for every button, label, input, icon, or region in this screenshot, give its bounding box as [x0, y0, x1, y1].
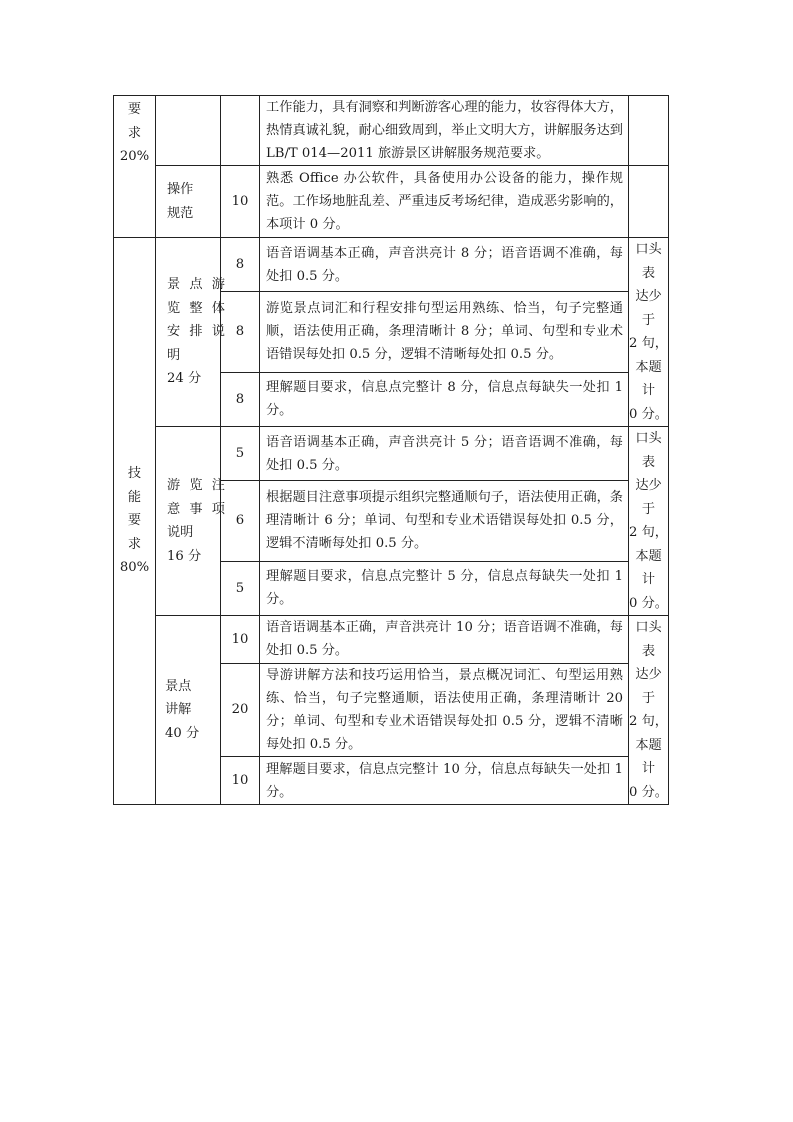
subitem-line: 16 分 — [167, 548, 202, 564]
category-line: 80% — [119, 560, 150, 576]
criteria-cell: 工作能力，具有洞察和判断游客心理的能力，妆容得体大方，热情真诚礼貌，耐心细致周到，举止文明大方，讲解服务达到 LB/T 014—2011 旅游景区讲解服务规范要求。 — [260, 96, 629, 166]
subitem-cell — [156, 96, 221, 166]
category-line: 要 — [127, 102, 142, 117]
subitem-cell — [156, 427, 225, 616]
subitem-line: 规范 — [167, 205, 194, 221]
subitem-line: 操作 — [167, 182, 194, 197]
subitem-line: 说明 — [167, 525, 194, 540]
score-cell: 8 — [221, 372, 260, 426]
criteria-cell: 熟悉 Office 办公软件，具备使用办公设备的能力，操作规范。工作场地脏乱差、严重违反考场纪律，造成恶劣影响的，本项计 0 分。 — [260, 166, 629, 238]
note-line: 0 分。 — [629, 406, 668, 422]
score-cell: 10 — [221, 757, 260, 805]
criteria-cell: 理解题目要求，信息点完整计 8 分，信息点每缺失一处扣 1 分。 — [260, 372, 629, 426]
category-cell — [114, 238, 156, 805]
table-row — [114, 166, 669, 238]
note-line: 达少于 — [635, 667, 662, 706]
scoring-table — [113, 95, 669, 805]
category-line: 20% — [119, 149, 150, 164]
criteria-cell: 理解题目要求，信息点完整计 10 分，信息点每缺失一处扣 1 分。 — [260, 757, 629, 805]
subitem-line: 24 分 — [167, 371, 202, 387]
criteria-cell: 导游讲解方法和技巧运用恰当，景点概况词汇、句型运用熟练、恰当，句子完整通顺，语法使用正确，条理清晰计 20 分；单词、句型和专业术语错误每处扣 0.5 分，逻辑不清晰每处扣 0.5 分。 — [260, 663, 629, 757]
subitem-cell — [156, 238, 225, 427]
note-line: 本题计 — [635, 359, 662, 398]
score-cell: 5 — [221, 561, 260, 615]
category-line: 求 — [127, 125, 142, 141]
score-cell: 8 — [221, 238, 260, 292]
table-row — [114, 427, 669, 481]
criteria-cell: 游览景点词汇和行程安排句型运用熟练、恰当，句子完整通顺，语法使用正确，条理清晰计 8 分；单词、句型和专业术语错误每处扣 0.5 分，逻辑不清晰每处扣 0.5 分。 — [260, 292, 629, 373]
score-cell: 8 — [221, 292, 260, 373]
note-cell — [629, 427, 669, 616]
criteria-cell: 根据题目注意事项提示组织完整通顺句子，语法使用正确，条理清晰计 6 分；单词、句型和专业术语错误每处扣 0.5 分，逻辑不清晰每处扣 0.5 分。 — [260, 481, 629, 562]
note-line: 口头表 — [635, 620, 662, 659]
subitem-line: 40 分 — [165, 725, 200, 741]
note-cell — [629, 616, 669, 805]
note-line: 本题计 — [635, 548, 662, 587]
score-cell: 10 — [221, 166, 260, 238]
table-row — [114, 238, 669, 292]
subitem-line: 意事项 — [167, 501, 225, 517]
category-line: 要 — [127, 513, 142, 529]
note-line: 达少于 — [635, 289, 662, 328]
category-line: 求 — [127, 536, 142, 552]
criteria-cell: 语音语调基本正确，声音洪亮计 8 分；语音语调不准确，每处扣 0.5 分。 — [260, 238, 629, 292]
note-cell — [629, 238, 669, 427]
note-line: 达少于 — [635, 478, 662, 517]
note-line: 口头表 — [635, 431, 662, 470]
category-cell — [114, 96, 156, 238]
score-cell: 20 — [221, 663, 260, 757]
note-line: 2 句， — [629, 336, 668, 351]
table-row — [114, 616, 669, 664]
subitem-line: 讲解 — [165, 702, 192, 718]
note-line: 本题计 — [635, 737, 662, 776]
score-cell: 6 — [221, 481, 260, 562]
criteria-cell: 语音语调基本正确，声音洪亮计 10 分；语音语调不准确，每处扣 0.5 分。 — [260, 616, 629, 664]
category-line: 技 — [127, 466, 142, 482]
subitem-line: 景点 — [165, 678, 192, 694]
subitem-line: 览整体 — [167, 300, 225, 316]
score-cell — [221, 96, 260, 166]
note-line: 2 句， — [629, 714, 668, 729]
note-line: 2 句， — [629, 525, 668, 540]
note-line: 0 分。 — [629, 784, 668, 800]
subitem-line: 游览注 — [167, 478, 225, 493]
subitem-line: 明 — [167, 347, 181, 363]
note-cell — [629, 96, 669, 166]
score-cell: 5 — [221, 427, 260, 481]
criteria-cell: 理解题目要求，信息点完整计 5 分，信息点每缺失一处扣 1 分。 — [260, 561, 629, 615]
subitem-cell — [156, 166, 221, 238]
subitem-cell — [156, 616, 221, 805]
subitem-line: 景点游 — [167, 277, 225, 293]
subitem-line: 安排说 — [167, 324, 225, 340]
note-line: 口头表 — [635, 242, 662, 281]
score-cell: 10 — [221, 616, 260, 664]
criteria-cell: 语音语调基本正确，声音洪亮计 5 分；语音语调不准确，每处扣 0.5 分。 — [260, 427, 629, 481]
note-line: 0 分。 — [629, 595, 668, 611]
note-cell — [629, 166, 669, 238]
table-row — [114, 96, 669, 166]
category-line: 能 — [127, 489, 142, 505]
